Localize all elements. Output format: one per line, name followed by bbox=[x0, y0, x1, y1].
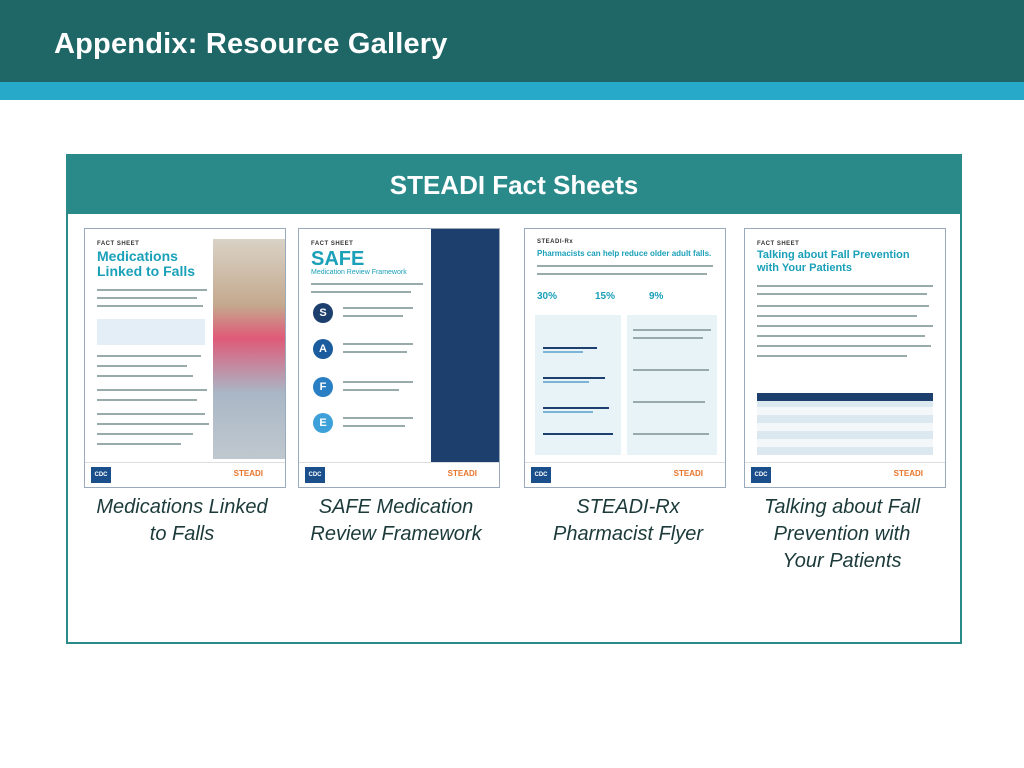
caption-safe-medication-review-framework bbox=[296, 494, 496, 548]
caption-line: Review Framework bbox=[310, 523, 482, 545]
stat-1: 30% bbox=[537, 291, 558, 302]
thumb-kicker: FACT SHEET bbox=[97, 241, 140, 247]
thumb-kicker: FACT SHEET bbox=[311, 241, 354, 247]
thumb-footer bbox=[525, 462, 725, 487]
photo-older-adults bbox=[213, 239, 286, 459]
callout-box bbox=[97, 319, 205, 345]
caption-line: to Falls bbox=[149, 523, 215, 545]
steadi-logo: STEADI bbox=[673, 469, 703, 478]
panel-header bbox=[68, 156, 960, 214]
caption-line: Your Patients bbox=[782, 550, 902, 572]
caption-line: Medications Linked bbox=[96, 496, 268, 518]
thumbnail-steadi-rx-pharmacist-flyer[interactable] bbox=[524, 228, 726, 488]
header-bar bbox=[0, 0, 1024, 82]
thumb-title: SAFE bbox=[311, 248, 365, 270]
caption-line: Prevention with bbox=[773, 523, 911, 545]
thumb-subtitle: Medication Review Framework bbox=[311, 269, 407, 276]
stages-table bbox=[757, 399, 933, 455]
cdc-logo: CDC bbox=[751, 467, 771, 483]
safe-letter-e: E bbox=[313, 413, 333, 433]
thumb-kicker: FACT SHEET bbox=[757, 241, 800, 247]
stat-3: 9% bbox=[649, 291, 664, 302]
thumb-title: Pharmacists can help reduce older adult falls. bbox=[537, 249, 712, 258]
caption-line: Pharmacist Flyer bbox=[552, 523, 704, 545]
thumb-title-line: Linked to Falls bbox=[97, 263, 196, 279]
accent-bar bbox=[0, 82, 1024, 100]
thumb-footer bbox=[745, 462, 945, 487]
safe-letter-s: S bbox=[313, 303, 333, 323]
caption-line: SAFE Medication bbox=[318, 496, 474, 518]
thumb-footer bbox=[299, 462, 499, 487]
cdc-logo: CDC bbox=[91, 467, 111, 483]
thumb-title-line: Talking about Fall Prevention bbox=[757, 249, 910, 261]
stat-2: 15% bbox=[595, 291, 616, 302]
thumb-title bbox=[97, 249, 195, 279]
caption-line: STEADI-Rx bbox=[576, 496, 680, 518]
sidebar-panel bbox=[431, 229, 500, 465]
thumb-title-line: with Your Patients bbox=[757, 262, 852, 274]
safe-letter-f: F bbox=[313, 377, 333, 397]
caption-medications-linked-to-falls bbox=[82, 494, 282, 548]
thumbnail-talking-about-fall-prevention[interactable] bbox=[744, 228, 946, 488]
caption-steadi-rx-pharmacist-flyer bbox=[528, 494, 728, 548]
stages-table-header bbox=[757, 393, 933, 401]
cdc-logo: CDC bbox=[305, 467, 325, 483]
thumb-kicker: STEADI-Rx bbox=[537, 239, 574, 245]
thumb-footer bbox=[85, 462, 285, 487]
caption-talking-about-fall-prevention bbox=[742, 494, 942, 575]
thumbnail-safe-medication-review-framework[interactable] bbox=[298, 228, 500, 488]
thumbnail-medications-linked-to-falls[interactable] bbox=[84, 228, 286, 488]
thumb-title bbox=[757, 249, 910, 275]
safe-letter-a: A bbox=[313, 339, 333, 359]
steadi-logo: STEADI bbox=[893, 469, 923, 478]
thumb-title-line: Medications bbox=[97, 248, 178, 264]
cdc-logo: CDC bbox=[531, 467, 551, 483]
steadi-logo: STEADI bbox=[233, 469, 263, 478]
caption-line: Talking about Fall bbox=[763, 496, 921, 518]
page-title: Appendix: Resource Gallery bbox=[54, 28, 448, 60]
panel-title: STEADI Fact Sheets bbox=[389, 170, 639, 200]
steadi-logo: STEADI bbox=[447, 469, 477, 478]
